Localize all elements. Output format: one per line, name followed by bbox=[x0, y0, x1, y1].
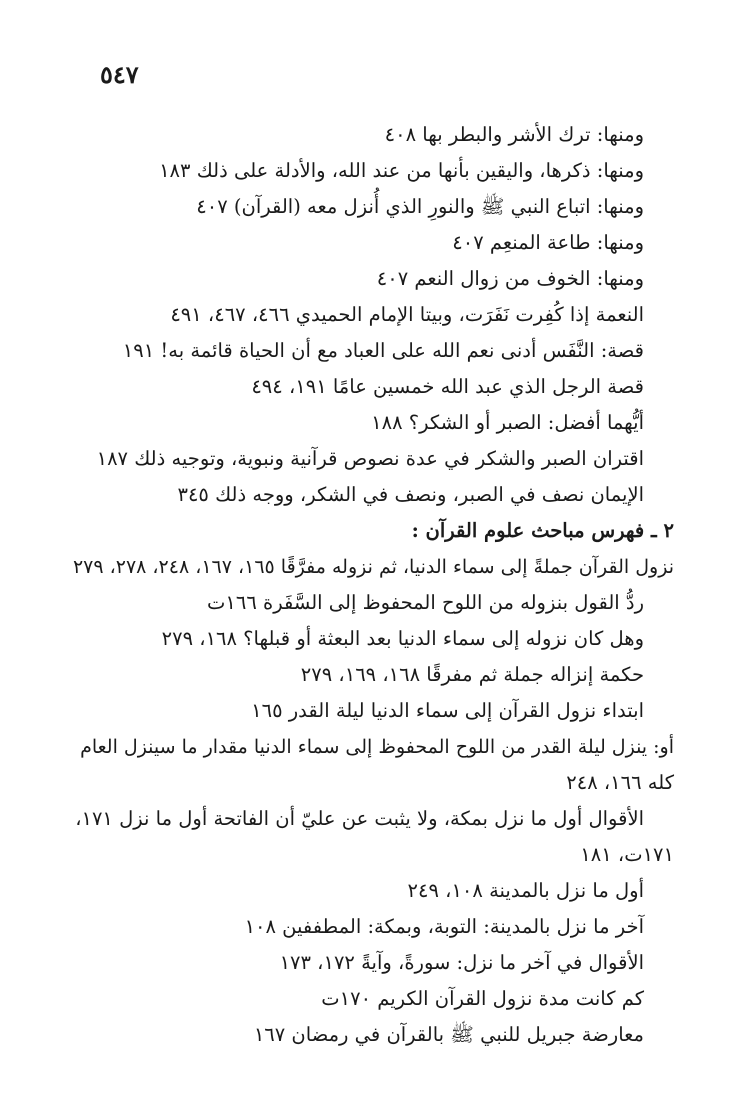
index-entry: ومنها: ذكرها، واليقين بأنها من عند الله، والأدلة على ذلك ١٨٣ bbox=[159, 159, 644, 182]
index-entry: حكمة إنزاله جملة ثم مفرقًا ١٦٨، ١٦٩، ٢٧٩ bbox=[300, 663, 644, 686]
index-entry-continuation: ١٧١ت، ١٨١ bbox=[580, 843, 674, 866]
index-entry: ومنها: اتباع النبي ﷺ والنورِ الذي أُنزل معه (القرآن) ٤٠٧ bbox=[196, 195, 644, 218]
section-heading: ٢ ـ فهرس مباحث علوم القرآن : bbox=[411, 519, 674, 542]
index-entry: ومنها: طاعة المنعِم ٤٠٧ bbox=[452, 231, 644, 254]
index-entry: كم كانت مدة نزول القرآن الكريم ١٧٠ت bbox=[321, 987, 644, 1010]
index-entry: معارضة جبريل للنبي ﷺ بالقرآن في رمضان ١٦٧ bbox=[253, 1023, 644, 1046]
index-entry-continuation: كله ١٦٦، ٢٤٨ bbox=[566, 771, 674, 794]
index-entry: الأقوال أول ما نزل بمكة، ولا يثبت عن عليّ أن الفاتحة أول ما نزل ١٧١، bbox=[75, 807, 644, 830]
index-entry: قصة الرجل الذي عبد الله خمسين عامًا ١٩١، ٤٩٤ bbox=[251, 375, 644, 398]
index-entry: أو: ينزل ليلة القدر من اللوح المحفوظ إلى سماء الدنيا مقدار ما سينزل العام bbox=[80, 736, 674, 758]
index-entry: الإيمان نصف في الصبر، ونصف في الشكر، ووجه ذلك ٣٤٥ bbox=[177, 483, 644, 506]
index-entry: ومنها: ترك الأشر والبطر بها ٤٠٨ bbox=[384, 123, 644, 146]
index-entry: نزول القرآن جملةً إلى سماء الدنيا، ثم نزوله مفرَّقًا ١٦٥، ١٦٧، ٢٤٨، ٢٧٨، ٢٧٩ bbox=[72, 556, 674, 578]
page-number: ٥٤٧ bbox=[100, 60, 139, 89]
index-entry: النعمة إذا كُفِرت نَفَرَت، وبيتا الإمام الحميدي ٤٦٦، ٤٦٧، ٤٩١ bbox=[170, 303, 644, 326]
index-entry: ابتداء نزول القرآن إلى سماء الدنيا ليلة القدر ١٦٥ bbox=[251, 699, 644, 722]
index-entry: أول ما نزل بالمدينة ١٠٨، ٢٤٩ bbox=[407, 879, 644, 902]
index-entry: وهل كان نزوله إلى سماء الدنيا بعد البعثة أو قبلها؟ ١٦٨، ٢٧٩ bbox=[161, 627, 644, 650]
index-entry: ردُّ القول بنزوله من اللوح المحفوظ إلى السَّفَرة ١٦٦ت bbox=[207, 591, 644, 614]
index-entry: قصة: النَّفَس أدنى نعم الله على العباد مع أن الحياة قائمة به! ١٩١ bbox=[122, 339, 644, 362]
index-entry: ومنها: الخوف من زوال النعم ٤٠٧ bbox=[376, 267, 644, 290]
index-entry: الأقوال في آخر ما نزل: سورةً، وآيةً ١٧٢، ١٧٣ bbox=[279, 951, 644, 974]
index-entry: آخر ما نزل بالمدينة: التوبة، وبمكة: المطففين ١٠٨ bbox=[244, 915, 644, 938]
index-entry: أيُّهما أفضل: الصبر أو الشكر؟ ١٨٨ bbox=[371, 411, 644, 434]
index-entry: اقتران الصبر والشكر في عدة نصوص قرآنية ونبوية، وتوجيه ذلك ١٨٧ bbox=[96, 447, 644, 470]
